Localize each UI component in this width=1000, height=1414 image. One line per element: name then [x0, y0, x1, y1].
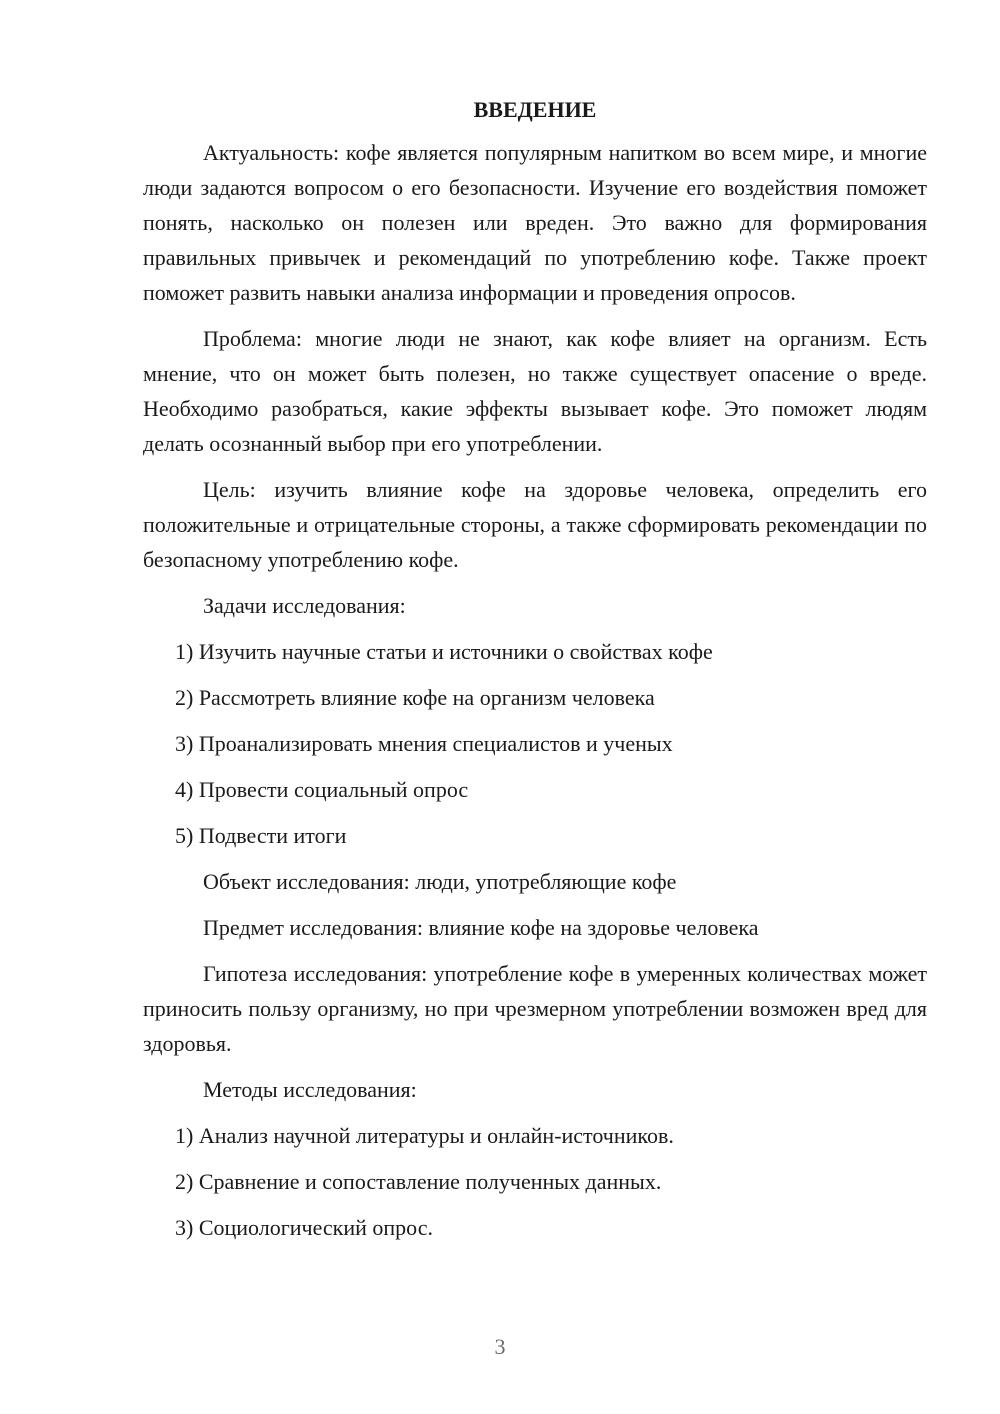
- method-item: 2) Сравнение и сопоставление полученных данных.: [175, 1169, 662, 1194]
- task-item: 3) Проанализировать мнения специалистов и ученых: [175, 731, 673, 756]
- tasks-list: [143, 634, 927, 853]
- section-title: ВВЕДЕНИЕ: [473, 97, 597, 122]
- task-item: 1) Изучить научные статьи и источники о свойствах кофе: [175, 639, 713, 664]
- problem-paragraph: Проблема: многие люди не знают, как кофе влияет на организм. Есть мнение, что он может быть полезен, но также существует опасение о вреде. Необходимо разобраться, какие эффекты вызывает кофе. Это поможет людям делать осознанный выбор при его употреблении.: [143, 326, 927, 456]
- page-number: 3: [494, 1334, 506, 1359]
- methods-list: [143, 1118, 927, 1245]
- document-page: [143, 96, 927, 1256]
- task-item: 4) Провести социальный опрос: [175, 777, 469, 802]
- methods-heading: Методы исследования:: [203, 1077, 417, 1102]
- tasks-heading: Задачи исследования:: [203, 593, 406, 618]
- task-item: 5) Подвести итоги: [175, 823, 347, 848]
- method-item: 3) Социологический опрос.: [175, 1215, 433, 1240]
- object-paragraph: Объект исследования: люди, употребляющие кофе: [203, 869, 677, 894]
- relevance-paragraph: Актуальность: кофе является популярным напитком во всем мире, и многие люди задаются вопросом о его безопасности. Изучение его воздействия поможет понять, насколько он полезен или вреден. Это важно для формирования правильных привычек и рекомендаций по употреблению кофе. Также проект поможет развить навыки анализа информации и проведения опросов.: [143, 140, 927, 305]
- method-item: 1) Анализ научной литературы и онлайн-источников.: [175, 1123, 674, 1148]
- hypothesis-paragraph: Гипотеза исследования: употребление кофе в умеренных количествах может приносить пользу организму, но при чрезмерном употреблении возможен вред для здоровья.: [143, 961, 927, 1056]
- goal-paragraph: Цель: изучить влияние кофе на здоровье человека, определить его положительные и отрицательные стороны, а также сформировать рекомендации по безопасному употреблению кофе.: [143, 477, 927, 572]
- subject-paragraph: Предмет исследования: влияние кофе на здоровье человека: [203, 915, 759, 940]
- task-item: 2) Рассмотреть влияние кофе на организм человека: [175, 685, 655, 710]
